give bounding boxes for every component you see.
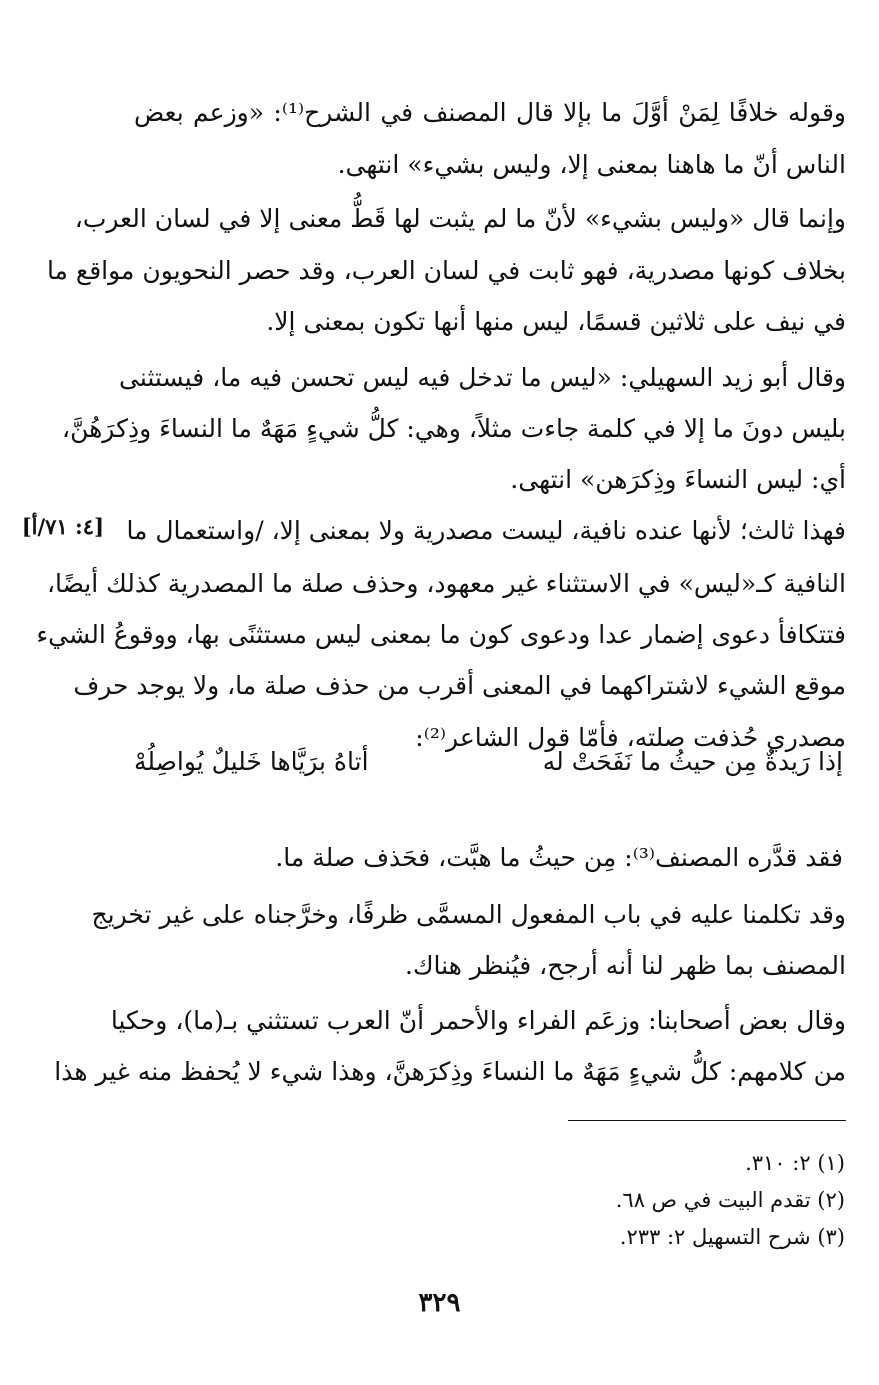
footnote-separator [568, 1120, 846, 1121]
body-line-3: وإنما قال «وليس بشيء» لأنّ ما لم يثبت لها قَطُّ معنى إلا في لسان العرب، [74, 204, 846, 233]
page-number: ٣٢٩ [418, 1288, 461, 1318]
body-line-9: فهذا ثالث؛ لأنها عنده نافية، ليست مصدرية ولا بمعنى إلا، /واستعمال ما [126, 516, 846, 545]
body-line-4: بخلاف كونها مصدرية، فهو ثابت في لسان العرب، وقد حصر النحويون مواقع ما [46, 256, 846, 285]
footnote-1: (١) ٢: ٣١٠. [745, 1151, 845, 1175]
verse-second-hemistich: أتاهُ برَيَّاها خَليلٌ يُواصِلُهْ [134, 747, 369, 776]
body-line-11: فتتكافأ دعوى إضمار عدا ودعوى كون ما بمعنى ليس مستثنًى بها، ووقوعُ الشيء [36, 620, 846, 649]
body-line-10: النافية كـ«ليس» في الاستثناء غير معهود، وحذف صلة ما المصدرية كذلك أيضًا، [46, 569, 846, 598]
body-line-16: المصنف بما ظهر لنا أنه أرجح، فيُنظر هناك. [405, 951, 846, 980]
body-line-1: وقوله خلافًا لِمَنْ أوَّلَ ما بإلا قال المصنف في الشرح⁽¹⁾: «وزعم بعض [134, 98, 846, 127]
body-line-13: مصدري حُذفت صلته، فأمّا قول الشاعر⁽²⁾: [415, 723, 846, 752]
body-line-2: الناس أنّ ما هاهنا بمعنى إلا، وليس بشيء» انتهى. [337, 150, 846, 179]
footnote-2: (٢) تقدم البيت في ص ٦٨. [615, 1188, 845, 1212]
body-line-12: موقع الشيء لاشتراكهما في المعنى أقرب من حذف صلة ما، ولا يوجد حرف [73, 671, 846, 700]
body-line-7: بليس دونَ ما إلا في كلمة جاءت مثلاً، وهي: كلُّ شيءٍ مَهَهٌ ما النساءَ وذِكرَهُنَّ، [62, 414, 846, 443]
body-line-18: من كلامهم: كلُّ شيءٍ مَهَهٌ ما النساءَ وذِكرَهنَّ، وهذا شيء لا يُحفظ منه غير هذا [54, 1057, 846, 1086]
body-line-5: في نيف على ثلاثين قسمًا، ليس منها أنها تكون بمعنى إلا. [266, 307, 846, 336]
body-line-17: وقال بعض أصحابنا: وزعَم الفراء والأحمر أنّ العرب تستثني بـ(ما)، وحكيا [110, 1006, 846, 1035]
margin-manuscript-reference: [٤: ٧١/أ] [21, 514, 104, 539]
body-line-15: وقد تكلمنا عليه في باب المفعول المسمَّى ظرفًا، وخرَّجناه على غير تخريج [91, 900, 846, 929]
body-line-6: وقال أبو زيد السهيلي: «ليس ما تدخل فيه ليس تحسن فيه ما، فيستثنى [118, 363, 846, 392]
body-line-8: أي: ليس النساءَ وذِكرَهن» انتهى. [510, 465, 846, 494]
verse-first-hemistich: إذا رَيدةٌ مِن حيثُ ما نَفَحَتْ له [542, 747, 843, 776]
body-line-14: فقد قدَّره المصنف⁽³⁾: مِن حيثُ ما هبَّت، فحَذف صلة ما. [275, 843, 843, 872]
footnote-3: (٣) شرح التسهيل ٢: ٢٣٣. [619, 1225, 845, 1249]
